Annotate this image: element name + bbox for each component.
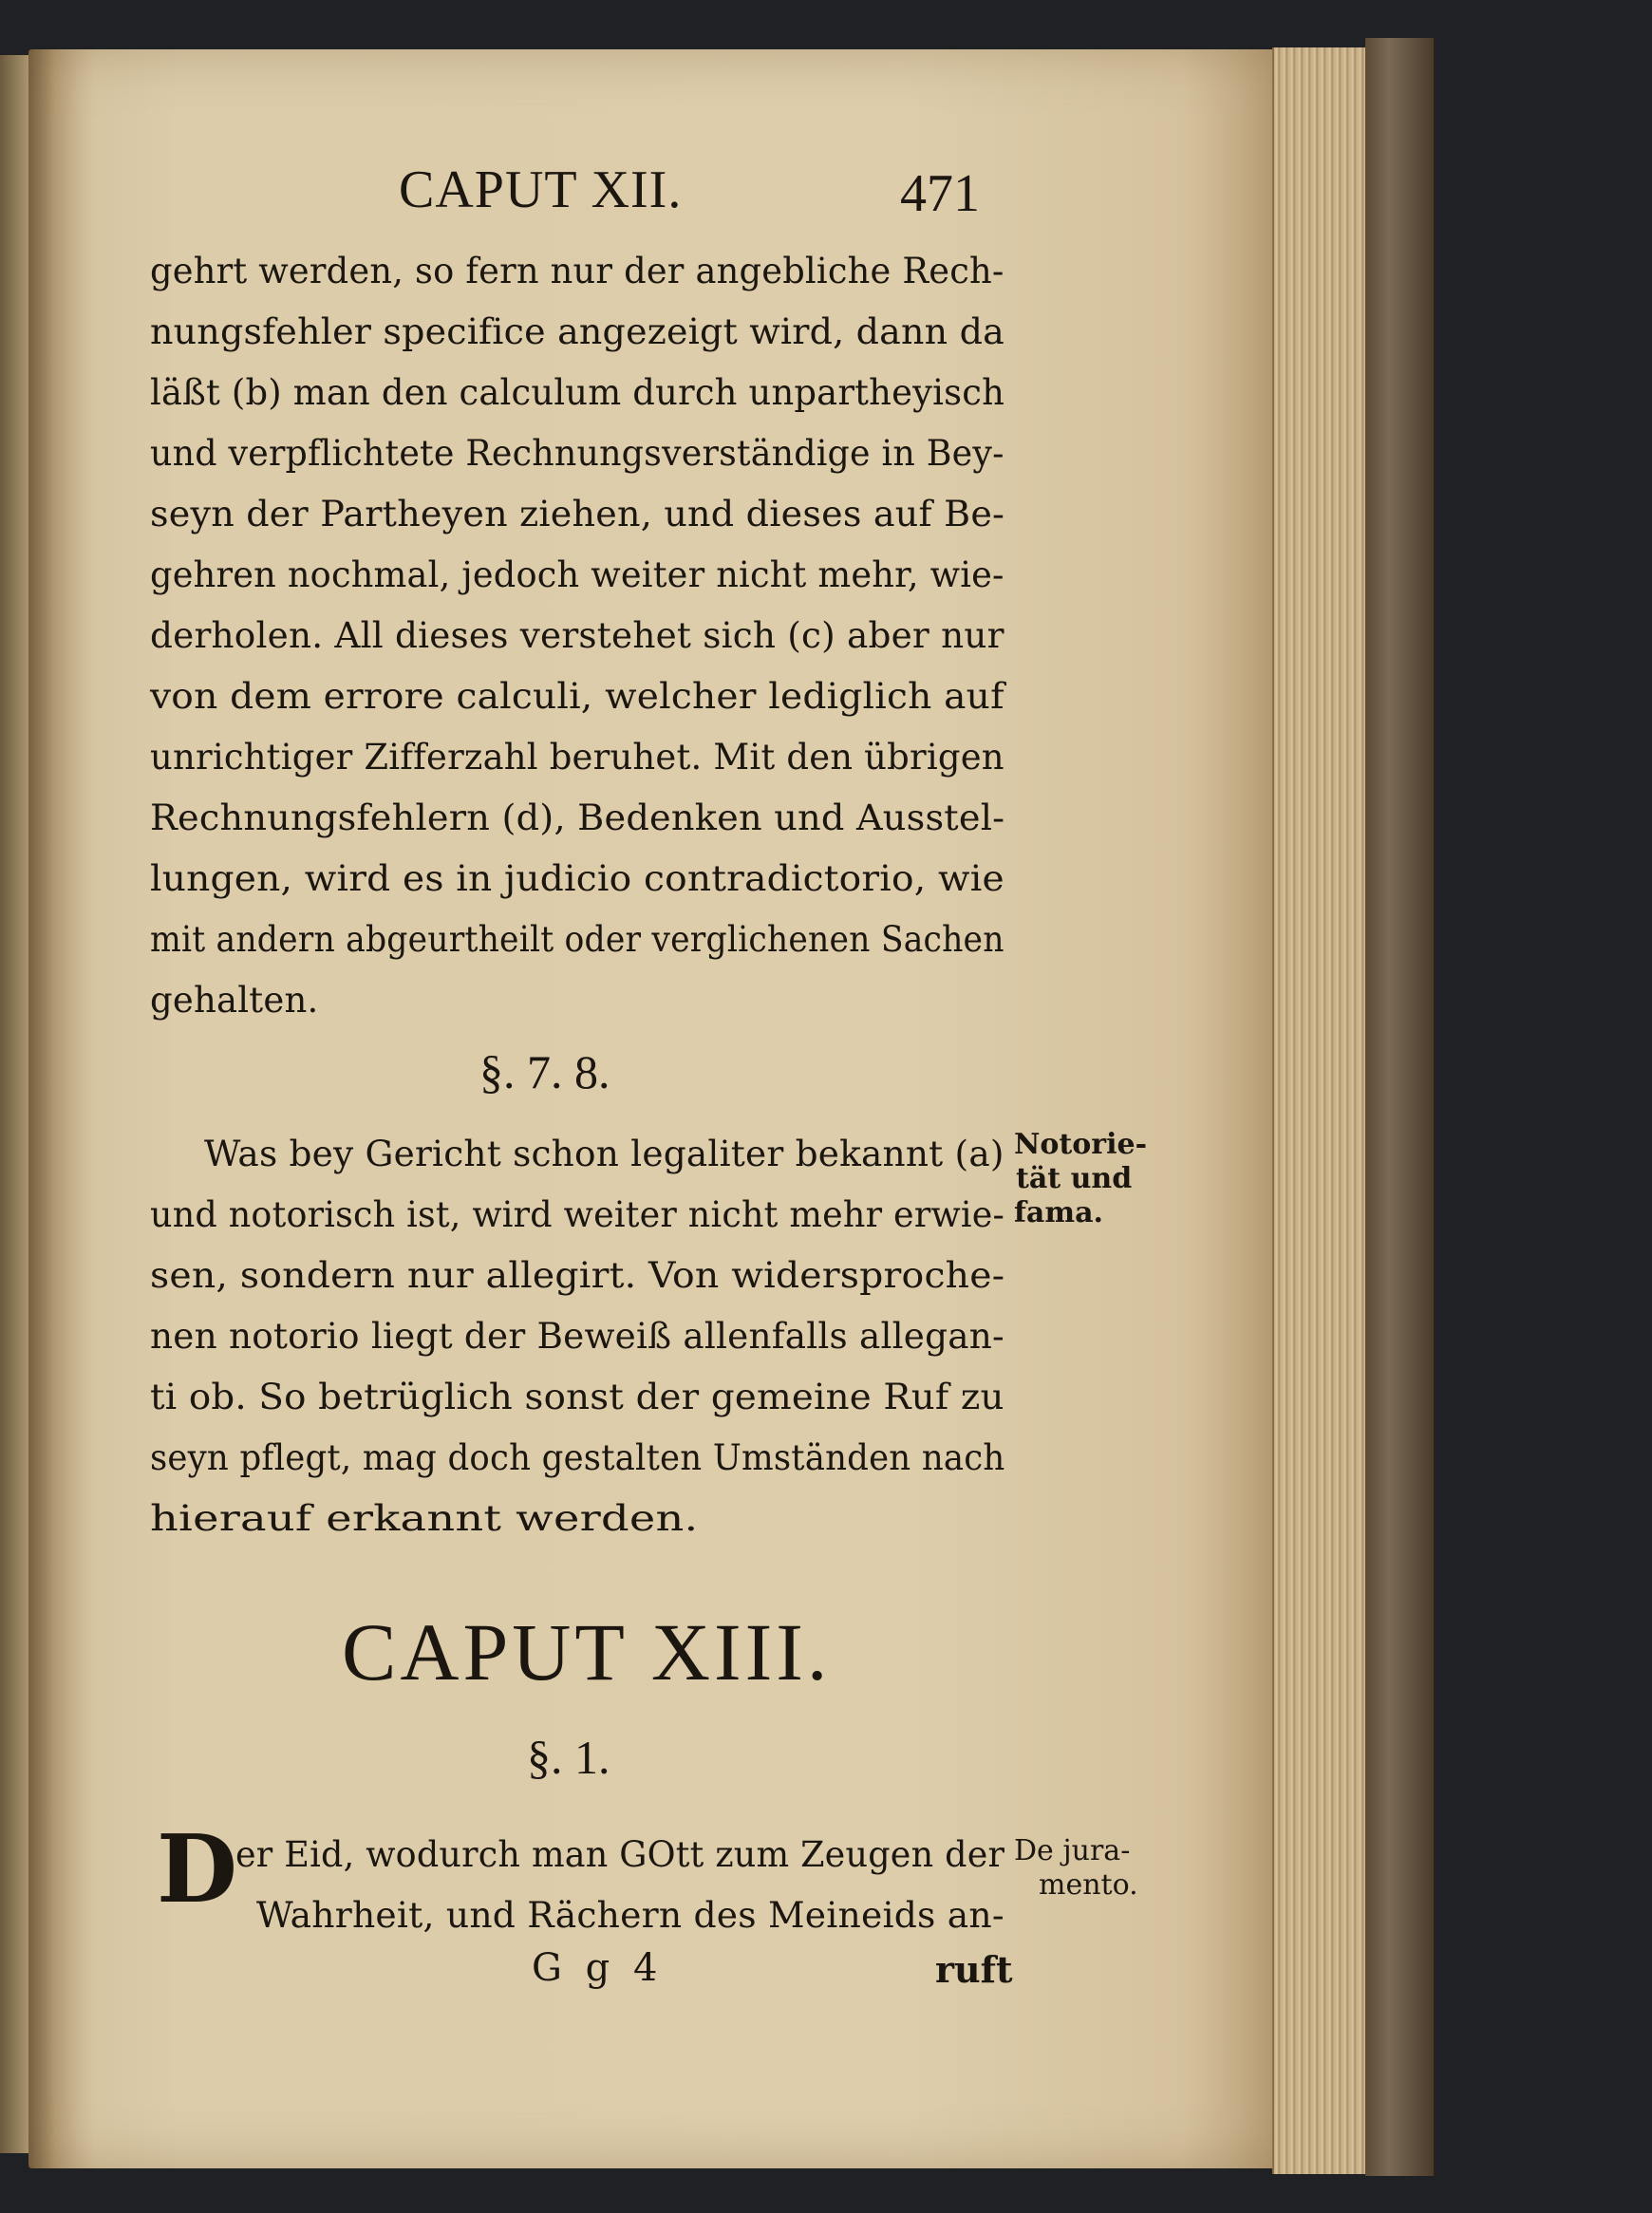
text-line: derholen. All dieses verstehet sich (c) aber nur [150, 615, 1004, 656]
margin-note-notorietaet [1014, 1128, 1147, 1230]
text-line: ti ob. So betrüglich sonst der gemeine Ruf zu [150, 1377, 1004, 1417]
text-line: Rechnungsfehlern (d), Bedenken und Ausstel- [150, 797, 1005, 838]
text-line: sen, sondern nur allegirt. Von widersproche- [150, 1255, 1005, 1296]
book-cover-edge [1365, 38, 1436, 2176]
text-line: nen notorio liegt der Beweiß allenfalls allegan- [150, 1316, 1004, 1357]
page-stack-edge [1272, 47, 1369, 2174]
text-line: er Eid, wodurch man GOtt zum Zeugen der [235, 1834, 1005, 1875]
text-line: nungsfehler specifice angezeigt wird, dann da [150, 311, 1004, 352]
text-line: Wahrheit, und Rächern des Meineids an- [256, 1895, 1004, 1936]
text-line: gehalten. [150, 980, 319, 1021]
margin-note-line: tät und [1016, 1162, 1133, 1195]
signature-mark: G g 4 [532, 1946, 664, 1990]
text-line: mit andern abgeurtheilt oder verglichenen Sachen [150, 919, 1004, 960]
page-gutter-shadow [28, 49, 95, 2168]
text-line: von dem errore calculi, welcher lediglich auf [150, 676, 1004, 717]
running-head: CAPUT XII. [399, 160, 683, 219]
text-line: lungen, wird es in judicio contradictorio, wie [150, 858, 1004, 899]
catchword: ruft [935, 1948, 1013, 1991]
section-heading: §. 1. [527, 1731, 610, 1784]
drop-cap: D [157, 1815, 237, 1924]
margin-note-line: fama. [1014, 1196, 1103, 1229]
chapter-heading: CAPUT XIII. [342, 1606, 832, 1697]
margin-note-de-juramento [1014, 1834, 1138, 1903]
text-line: und notorisch ist, wird weiter nicht mehr erwie- [150, 1194, 1005, 1235]
text-line: und verpflichtete Rechnungsverständige in Bey- [150, 433, 1004, 474]
margin-note-line: De jura- [1014, 1834, 1131, 1867]
text-line: gehren nochmal, jedoch weiter nicht mehr, wie- [150, 554, 1004, 595]
text-line: läßt (b) man den calculum durch unpartheyisch [150, 372, 1005, 413]
text-line: gehrt werden, so fern nur der angebliche Rech- [150, 251, 1004, 291]
page-number: 471 [900, 164, 980, 223]
text-line: hierauf erkannt werden. [150, 1498, 699, 1539]
text-line: unrichtiger Zifferzahl beruhet. Mit den übrigen [150, 737, 1004, 778]
margin-note-line: Notorie- [1014, 1128, 1148, 1161]
text-line: Was bey Gericht schon legaliter bekannt (a) [204, 1134, 1004, 1174]
margin-note-line: mento. [1039, 1868, 1138, 1902]
text-line: seyn der Partheyen ziehen, und dieses auf Be- [150, 494, 1005, 534]
section-heading: §. 7. 8. [479, 1045, 610, 1098]
text-line: seyn pflegt, mag doch gestalten Umständen nach [150, 1437, 1005, 1478]
